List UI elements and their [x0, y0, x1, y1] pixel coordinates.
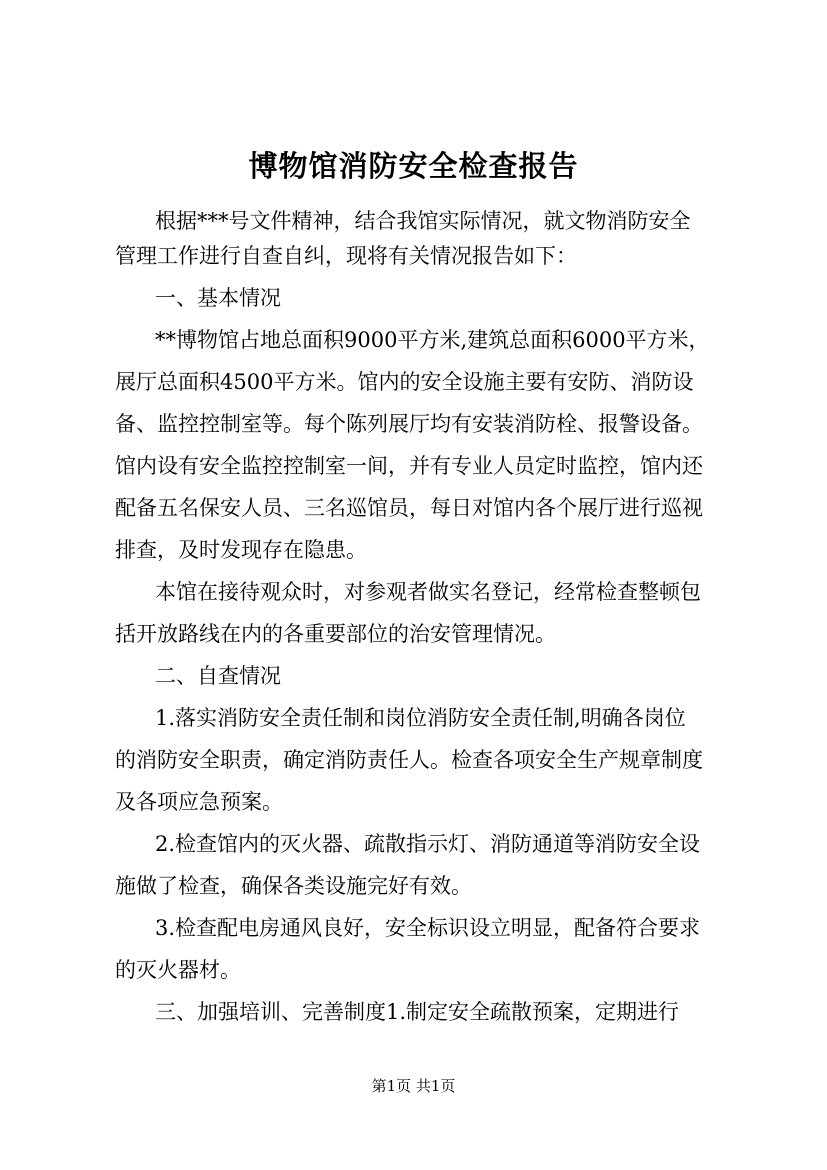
- paragraph-line: 1.落实消防安全责任制和岗位消防安全责任制,明确各岗位: [155, 706, 686, 730]
- paragraph-line: 排查，及时发现存在隐患。: [115, 538, 367, 562]
- paragraph-line: 2.检查馆内的灭火器、疏散指示灯、消防通道等消防安全设: [155, 832, 701, 856]
- paragraph-line: 的灭火器材。: [115, 958, 241, 982]
- paragraph-line: 馆内设有安全监控控制室一间，并有专业人员定时监控，馆内还: [115, 454, 703, 478]
- paragraph-line: 括开放路线在内的各重要部位的治安管理情况。: [115, 622, 556, 646]
- paragraph-line: 的消防安全职责，确定消防责任人。检查各项安全生产规章制度: [115, 748, 703, 772]
- paragraph-line: **博物馆占地总面积9000平方米,建筑总面积6000平方米，: [155, 328, 710, 352]
- paragraph-line: 施做了检查，确保各类设施完好有效。: [115, 874, 472, 898]
- page-title: 博物馆消防安全检查报告: [248, 149, 579, 183]
- paragraph-line: 管理工作进行自查自纠，现将有关情况报告如下：: [115, 244, 577, 268]
- paragraph-line: 根据***号文件精神，结合我馆实际情况，就文物消防安全: [155, 209, 691, 233]
- page-footer: 第1页 共1页: [371, 1077, 456, 1095]
- paragraph-line: 本馆在接待观众时，对参观者做实名登记，经常检查整顿包: [155, 580, 701, 604]
- section-heading: 三、加强培训、完善制度1.制定安全疏散预案，定期进行: [155, 1000, 680, 1024]
- paragraph-line: 配备五名保安人员、三名巡馆员，每日对馆内各个展厅进行巡视: [115, 496, 703, 520]
- paragraph-line: 备、监控控制室等。每个陈列展厅均有安装消防栓、报警设备。: [115, 412, 703, 436]
- paragraph-line: 展厅总面积4500平方米。馆内的安全设施主要有安防、消防设: [115, 370, 694, 394]
- section-heading: 一、基本情况: [155, 286, 281, 310]
- section-heading: 二、自查情况: [155, 664, 281, 688]
- paragraph-line: 3.检查配电房通风良好，安全标识设立明显，配备符合要求: [155, 916, 701, 940]
- paragraph-line: 及各项应急预案。: [115, 790, 283, 814]
